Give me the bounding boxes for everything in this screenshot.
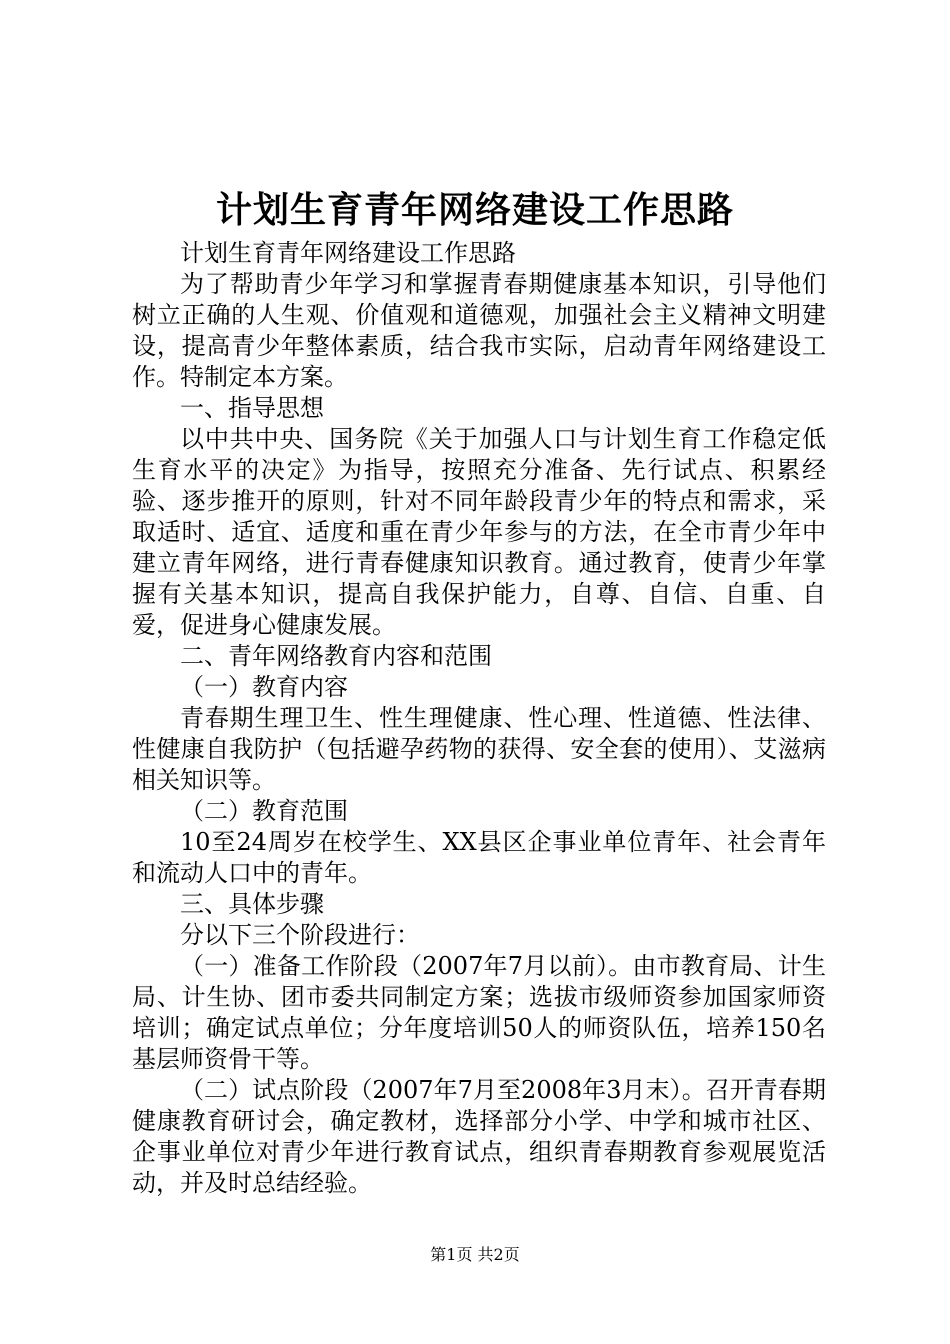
document-body [132,238,826,1199]
subsection-heading-scope: （二）教育范围 [180,797,348,825]
paragraph-stage-pilot: （二）试点阶段（2007年7月至2008年3月末）。召开青春期健康教育研讨会，确定教材，选择部分小学、中学和城市社区、企事业单位对青少年进行教育试点，组织青春期教育参观展览活动，并及时总结经验。 [132,1076,826,1197]
section-heading-guiding-thought: 一、指导思想 [180,394,324,422]
section-heading-steps: 三、具体步骤 [180,890,324,918]
section-heading-content-scope: 二、青年网络教育内容和范围 [180,642,492,670]
document-title: 计划生育青年网络建设工作思路 [215,189,734,231]
paragraph-guiding-thought: 以中共中央、国务院《关于加强人口与计划生育工作稳定低生育水平的决定》为指导，按照充分准备、先行试点、积累经验、逐步推开的原则，针对不同年龄段青少年的特点和需求，采取适时、适宜、适度和重在青少年参与的方法，在全市青少年中建立青年网络，进行青春健康知识教育。通过教育，使青少年掌握有关基本知识，提高自我保护能力，自尊、自信、自重、自爱，促进身心健康发展。 [132,425,826,639]
paragraph-intro: 为了帮助青少年学习和掌握青春期健康基本知识，引导他们树立正确的人生观、价值观和道德观，加强社会主义精神文明建设，提高青少年整体素质，结合我市实际，启动青年网络建设工作。特制定本方案。 [132,270,826,391]
paragraph-stage-preparation: （一）准备工作阶段（2007年7月以前）。由市教育局、计生局、计生协、团市委共同制定方案；选拔市级师资参加国家师资培训；确定试点单位；分年度培训50人的师资队伍，培养150名基层师资骨干等。 [132,952,826,1073]
page-footer: 第1页 共2页 [430,1245,520,1264]
subsection-heading-content: （一）教育内容 [180,673,348,701]
paragraph-content: 青春期生理卫生、性生理健康、性心理、性道德、性法律、性健康自我防护（包括避孕药物的获得、安全套的使用）、艾滋病相关知识等。 [132,704,826,794]
paragraph-steps-intro: 分以下三个阶段进行： [180,921,420,949]
paragraph-subtitle: 计划生育青年网络建设工作思路 [180,239,516,267]
paragraph-scope: 10至24周岁在校学生、XX县区企事业单位青年、社会青年和流动人口中的青年。 [132,828,826,887]
